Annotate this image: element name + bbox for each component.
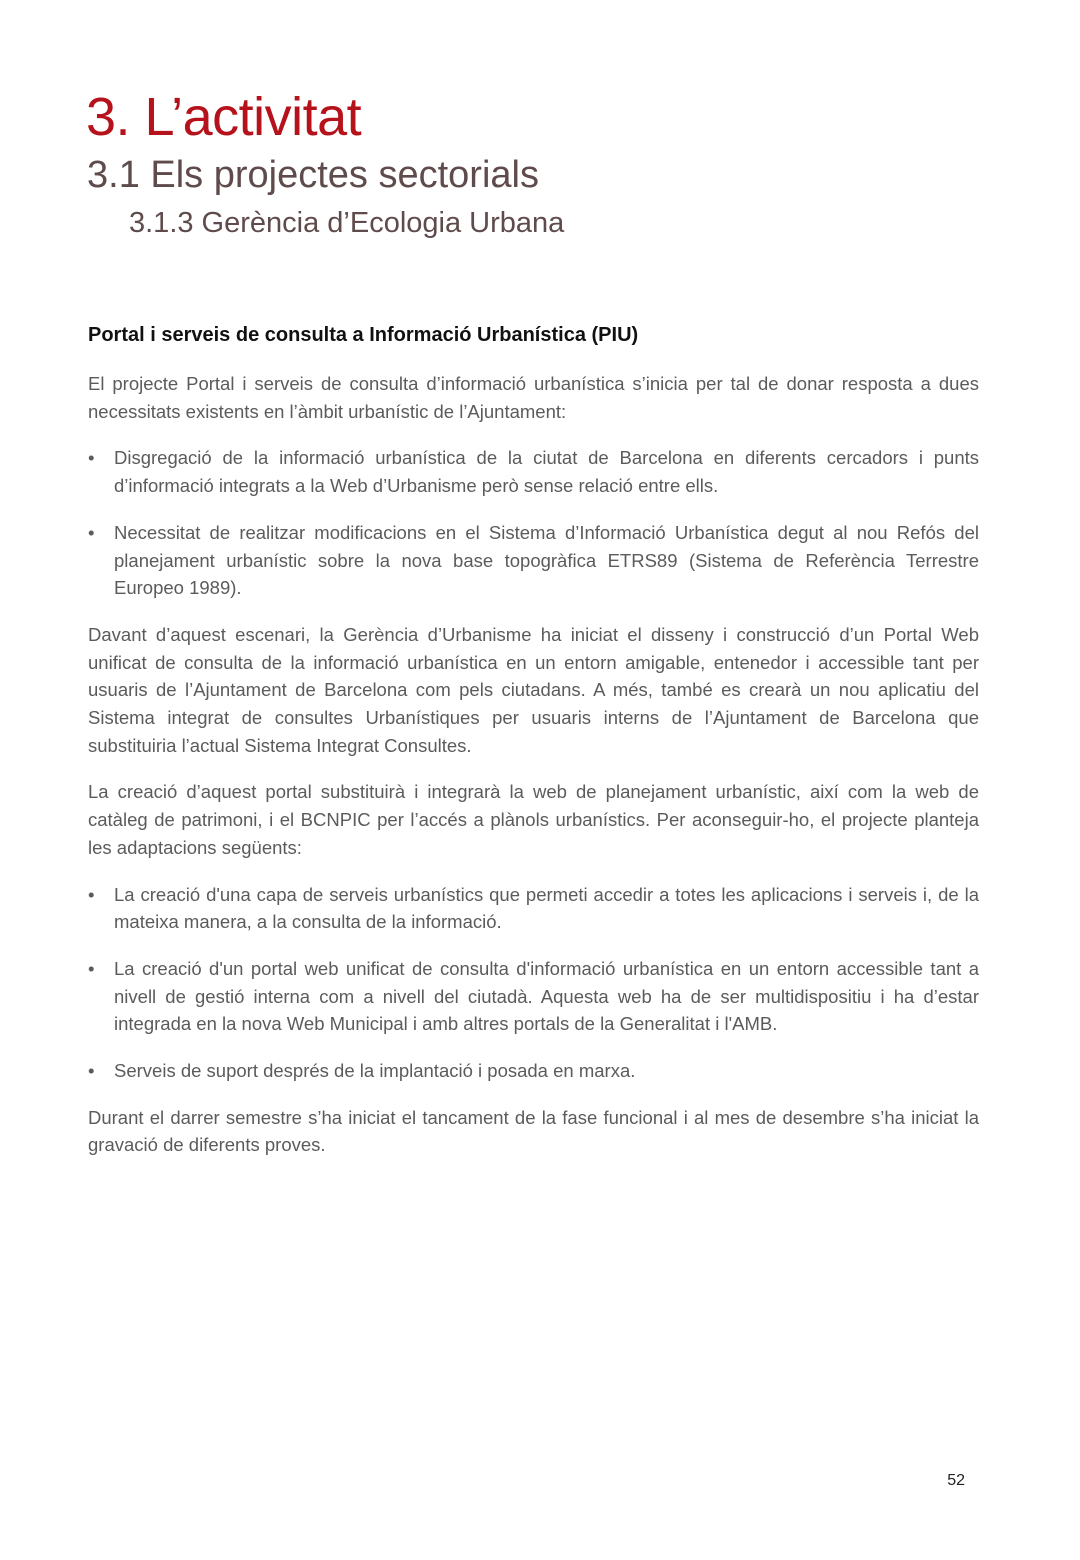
bullet: • xyxy=(88,521,95,543)
list-item-text: Disgregació de la informació urbanística de la ciutat de Barcelona en diferents cercadors i punts d’informació integrats a la Web d’Urbanisme però sense relació entre ells. xyxy=(114,447,979,497)
intro-paragraph: El projecte Portal i serveis de consulta d’informació urbanística s’inicia per tal de donar resposta a dues necessitats existents en l’àmbit urbanístic de l’Ajuntament: xyxy=(88,373,979,422)
paragraph-scenario: Davant d’aquest escenari, la Gerència d’Urbanisme ha iniciat el disseny i construcció d’un Portal Web unificat de consulta de la informació urbanística en un entorn amigable, entenedor i accessible tant per usuaris de l’Ajuntament de Barcelona com pels ciutadans. A més, també es crearà un nou aplicatiu del Sistema integrat de consultes Urbanístiques per usuaris interns de l’Ajuntament de Barcelona que substituiria l’actual Sistema Integrat Consultes. xyxy=(88,623,979,756)
section-heading: 3.1 Els projectes sectorials xyxy=(87,154,539,196)
bullet: • xyxy=(88,957,95,979)
bullet: • xyxy=(88,883,95,905)
list-item xyxy=(88,881,979,936)
list-item-text: Serveis de suport després de la implantació i posada en marxa. xyxy=(114,1060,636,1082)
bullet: • xyxy=(88,447,95,469)
list-item-text: Necessitat de realitzar modificacions en el Sistema d’Informació Urbanística degut al nou Refós del planejament urbanístic sobre la nova base topogràfica ETRS89 (Sistema de Referència Terrestre Europeo 1989). xyxy=(114,521,979,599)
list-item xyxy=(88,444,979,499)
subsection-heading: 3.1.3 Gerència d’Ecologia Urbana xyxy=(129,207,565,239)
bullet: • xyxy=(88,1060,95,1082)
adaptations-list xyxy=(88,881,979,1085)
body-content xyxy=(88,320,979,1178)
needs-list xyxy=(88,444,979,602)
page-number: 52 xyxy=(947,1472,965,1489)
list-item xyxy=(88,519,979,602)
paragraph-adaptations-intro: La creació d’aquest portal substituirà i integrarà la web de planejament urbanístic, així com la web de catàleg de patrimoni, i el BCNPIC per l’accés a plànols urbanístics. Per aconseguir-ho, el projecte planteja les adaptacions següents: xyxy=(88,781,979,858)
list-item xyxy=(88,955,979,1038)
chapter-heading: 3. L’activitat xyxy=(86,87,362,147)
section-title: Portal i serveis de consulta a Informació Urbanística (PIU) xyxy=(88,324,639,346)
list-item xyxy=(88,1057,979,1085)
closing-paragraph: Durant el darrer semestre s’ha iniciat el tancament de la fase funcional i al mes de desembre s’ha iniciat la gravació de diferents proves. xyxy=(88,1106,979,1156)
list-item-text: La creació d'una capa de serveis urbanístics que permeti accedir a totes les aplicacions i serveis i, de la mateixa manera, a la consulta de la informació. xyxy=(114,883,979,933)
list-item-text: La creació d'un portal web unificat de consulta d'informació urbanística en un entorn accessible tant a nivell de gestió interna com a nivell del ciutadà. Aquesta web ha de ser multidispositiu i ha d’estar integrada en la nova Web Municipal i amb altres portals de la Generalitat i l'AMB. xyxy=(114,957,979,1035)
